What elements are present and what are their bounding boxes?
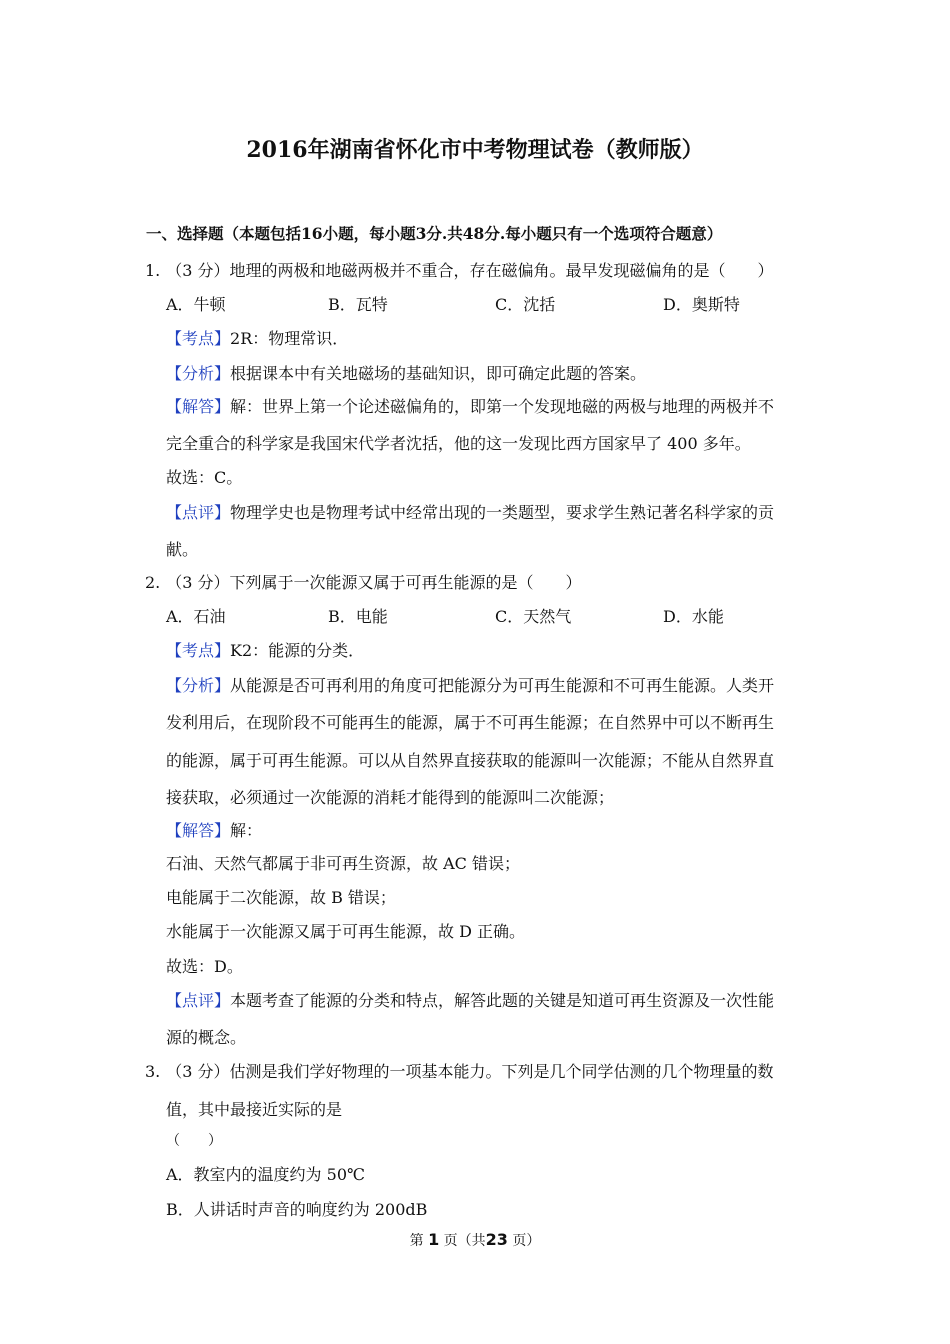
jieda-tag: 【解答】 bbox=[166, 821, 231, 840]
option-c: C．天然气 bbox=[495, 607, 572, 626]
section-heading: 一、选择题（本题包括16小题，每小题3分.共48分.每小题只有一个选项符合题意） bbox=[146, 224, 723, 243]
option-d: D．奥斯特 bbox=[663, 295, 740, 314]
option-b: B．瓦特 bbox=[328, 295, 388, 314]
kaodian-line bbox=[166, 638, 364, 661]
jieda-text: 解： bbox=[230, 821, 263, 840]
jieda-tag: 【解答】 bbox=[166, 397, 231, 416]
jieda-line bbox=[166, 818, 262, 841]
jieda-text: 解：世界上第一个论述磁偏角的，即第一个发现地磁的两极与地理的两极并不 bbox=[230, 397, 775, 416]
kaodian-text: 2R：物理常识． bbox=[230, 329, 349, 348]
dianping-continuation: 献。 bbox=[166, 540, 199, 559]
dianping-tag: 【点评】 bbox=[166, 991, 231, 1010]
answer-line: 故选：D。 bbox=[166, 957, 243, 976]
fenxi-line bbox=[166, 361, 646, 384]
question-1-options bbox=[0, 292, 950, 314]
kaodian-line bbox=[166, 326, 348, 349]
question-2-stem-line bbox=[145, 570, 582, 593]
answer-line: 故选：C。 bbox=[166, 468, 243, 487]
fenxi-text: 从能源是否可再利用的角度可把能源分为可再生能源和不可再生能源。人类开 bbox=[230, 676, 775, 695]
dianping-text: 本题考查了能源的分类和特点，解答此题的关键是知道可再生资源及一次性能 bbox=[230, 991, 775, 1010]
fenxi-line bbox=[166, 673, 774, 696]
jieda-line bbox=[166, 394, 774, 417]
dianping-line bbox=[166, 500, 774, 523]
option-b: B．电能 bbox=[328, 607, 388, 626]
question-stem: （3 分）地理的两极和地磁两极并不重合，存在磁偏角。最早发现磁偏角的是（ ） bbox=[166, 261, 774, 280]
question-1-stem-line bbox=[145, 258, 774, 281]
question-stem-continuation: 值，其中最接近实际的是 bbox=[166, 1100, 343, 1119]
current-page-number: 1 bbox=[428, 1230, 440, 1249]
dianping-tag: 【点评】 bbox=[166, 503, 231, 522]
option-a: A．牛顿 bbox=[166, 295, 226, 314]
fenxi-tag: 【分析】 bbox=[166, 364, 231, 383]
total-pages: 23 bbox=[485, 1230, 508, 1249]
kaodian-text: K2：能源的分类． bbox=[230, 641, 365, 660]
fenxi-continuation: 发利用后，在现阶段不可能再生的能源，属于不可再生能源；在自然界中可以不断再生 bbox=[166, 713, 775, 732]
dianping-line bbox=[166, 988, 774, 1011]
jieda-item: 水能属于一次能源又属于可再生能源，故 D 正确。 bbox=[166, 922, 526, 941]
document-title: 2016年湖南省怀化市中考物理试卷（教师版） bbox=[246, 137, 704, 163]
question-number: 2. bbox=[145, 573, 161, 592]
answer-bracket: （ ） bbox=[166, 1133, 222, 1149]
dianping-continuation: 源的概念。 bbox=[166, 1028, 247, 1047]
option-d: D．水能 bbox=[663, 607, 724, 626]
option-a: A．教室内的温度约为 50℃ bbox=[166, 1165, 365, 1184]
kaodian-tag: 【考点】 bbox=[166, 641, 231, 660]
question-stem: （3 分）估测是我们学好物理的一项基本能力。下列是几个同学估测的几个物理量的数 bbox=[166, 1062, 774, 1081]
question-2-options bbox=[0, 604, 950, 626]
question-number: 1. bbox=[145, 261, 161, 280]
fenxi-text: 根据课本中有关地磁场的基础知识，即可确定此题的答案。 bbox=[230, 364, 647, 383]
option-c: C．沈括 bbox=[495, 295, 556, 314]
option-a: A．石油 bbox=[166, 607, 226, 626]
footer-prefix: 第 bbox=[409, 1233, 424, 1249]
jieda-item: 石油、天然气都属于非可再生资源，故 AC 错误； bbox=[166, 854, 520, 873]
jieda-continuation: 完全重合的科学家是我国宋代学者沈括，他的这一发现比西方国家早了 400 多年。 bbox=[166, 434, 751, 453]
question-3-stem-line bbox=[145, 1059, 774, 1082]
question-number: 3. bbox=[145, 1062, 161, 1081]
dianping-text: 物理学史也是物理考试中经常出现的一类题型，要求学生熟记著名科学家的贡 bbox=[230, 503, 775, 522]
fenxi-tag: 【分析】 bbox=[166, 676, 231, 695]
jieda-item: 电能属于二次能源，故 B 错误； bbox=[166, 888, 396, 907]
footer-suffix: 页） bbox=[512, 1233, 541, 1249]
page-footer bbox=[0, 1230, 950, 1250]
option-b: B．人讲话时声音的响度约为 200dB bbox=[166, 1200, 428, 1219]
fenxi-continuation: 接获取，必须通过一次能源的消耗才能得到的能源叫二次能源； bbox=[166, 788, 615, 807]
kaodian-tag: 【考点】 bbox=[166, 329, 231, 348]
question-stem: （3 分）下列属于一次能源又属于可再生能源的是（ ） bbox=[166, 573, 582, 592]
footer-middle: 页（共 bbox=[443, 1233, 486, 1249]
fenxi-continuation: 的能源，属于可再生能源。可以从自然界直接获取的能源叫一次能源；不能从自然界直 bbox=[166, 751, 775, 770]
